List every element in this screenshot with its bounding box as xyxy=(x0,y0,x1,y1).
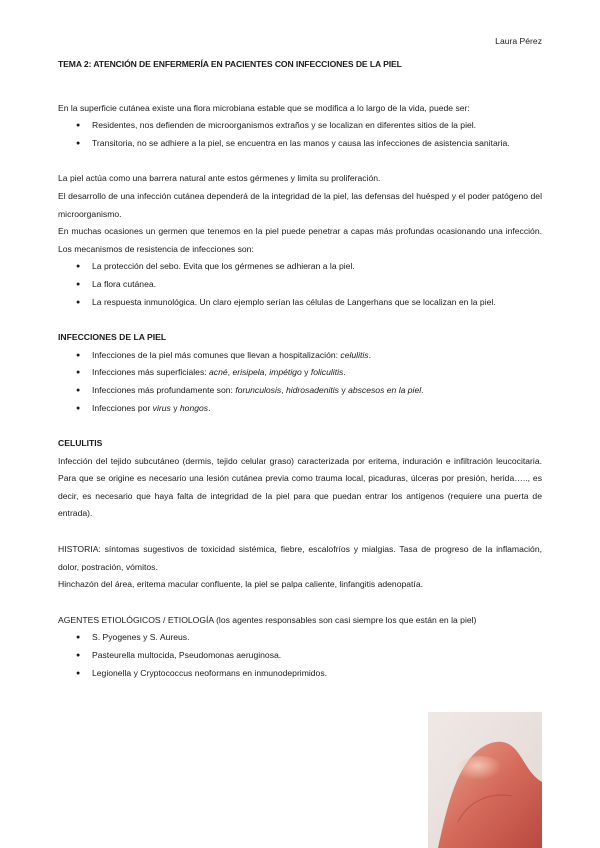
spacer xyxy=(58,417,542,435)
spacer xyxy=(58,523,542,541)
page-title: TEMA 2: ATENCIÓN DE ENFERMERÍA EN PACIENTES CON INFECCIONES DE LA PIEL xyxy=(58,59,402,69)
cellulitis-heading: CELULITIS xyxy=(58,438,103,449)
list-item: ● Legionella y Cryptococcus neoformans en inmunodeprimidos. xyxy=(58,665,542,683)
list-item: ● La flora cutánea. xyxy=(58,276,542,294)
list-item: ● S. Pyogenes y S. Aureus. xyxy=(58,629,542,647)
infections-heading: INFECCIONES DE LA PIEL xyxy=(58,332,167,343)
agents-heading: AGENTES ETIOLÓGICOS / ETIOLOGÍA (los agentes responsables son casi siempre los que están en la piel) xyxy=(58,614,477,625)
list-item: ● Infecciones más profundamente son: forunculosis, hidrosadenitis y abscesos en la piel. xyxy=(58,382,542,400)
history-paragraph: HISTORIA: síntomas sugestivos de toxicidad sistémica, fiebre, escalofríos y mialgias. Tasa de progreso de la inflamación, dolor, postración, vómitos. xyxy=(58,544,542,572)
list-item: ● Pasteurella multocida, Pseudomonas aeruginosa. xyxy=(58,647,542,665)
skin-image xyxy=(428,712,542,848)
barrier-paragraph: La piel actúa como una barrera natural ante estos gérmenes y limita su proliferación. xyxy=(58,173,381,184)
list-item: ● Infecciones de la piel más comunes que llevan a hospitalización: celulitis. xyxy=(58,347,542,365)
list-item: ● Residentes, nos defienden de microorganismos extraños y se localizan en diferentes sitios de la piel. xyxy=(58,117,542,135)
author-name: Laura Pérez xyxy=(495,36,542,46)
list-item: ● Infecciones más superficiales: acné, erisipela, impétigo y foliculitis. xyxy=(58,364,542,382)
list-item: ● La respuesta inmunológica. Un claro ejemplo serían las células de Langerhans que se localizan en la piel. xyxy=(58,294,542,312)
cellulitis-photo xyxy=(428,712,542,848)
cellulitis-definition: Infección del tejido subcutáneo (dermis, tejido celular graso) caracterizada por eritema, induración e infiltración leucocitaria. Para que se origine es necesario una lesión cutánea previa como trauma local, picaduras, úlceras por presión, herida….., es decir, es necesario que haya falta de integridad de la piel para que puedan entrar los antígenos (requiere una puerta de entrada). xyxy=(58,455,542,519)
development-paragraph: El desarrollo de una infección cutánea dependerá de la integridad de la piel, las defensas del huésped y el poder patógeno del microorganismo. xyxy=(58,190,542,219)
spacer xyxy=(58,311,542,329)
document-body xyxy=(58,56,542,682)
infections-list xyxy=(58,347,542,417)
list-item: ● Infecciones por virus y hongos. xyxy=(58,400,542,418)
agents-list xyxy=(58,629,542,682)
spacer xyxy=(58,74,542,100)
flora-list xyxy=(58,117,542,152)
spacer xyxy=(58,594,542,612)
intro-paragraph: En la superficie cutánea existe una flora microbiana estable que se modifica a lo largo de la vida, puede ser: xyxy=(58,102,470,113)
swelling-paragraph: Hinchazón del área, eritema macular confluente, la piel se palpa caliente, linfangitis adenopatía. xyxy=(58,579,423,590)
list-item: ● La protección del sebo. Evita que los gérmenes se adhieran a la piel. xyxy=(58,258,542,276)
resistance-list xyxy=(58,258,542,311)
list-item: ● Transitoria, no se adhiere a la piel, se encuentra en las manos y causa las infecciones de asistencia sanitaria. xyxy=(58,135,542,153)
penetration-paragraph: En muchas ocasiones un germen que tenemos en la piel puede penetrar a capas más profundas ocasionando una infección. Los mecanismos de resistencia de infecciones son: xyxy=(58,226,542,254)
spacer xyxy=(58,152,542,170)
